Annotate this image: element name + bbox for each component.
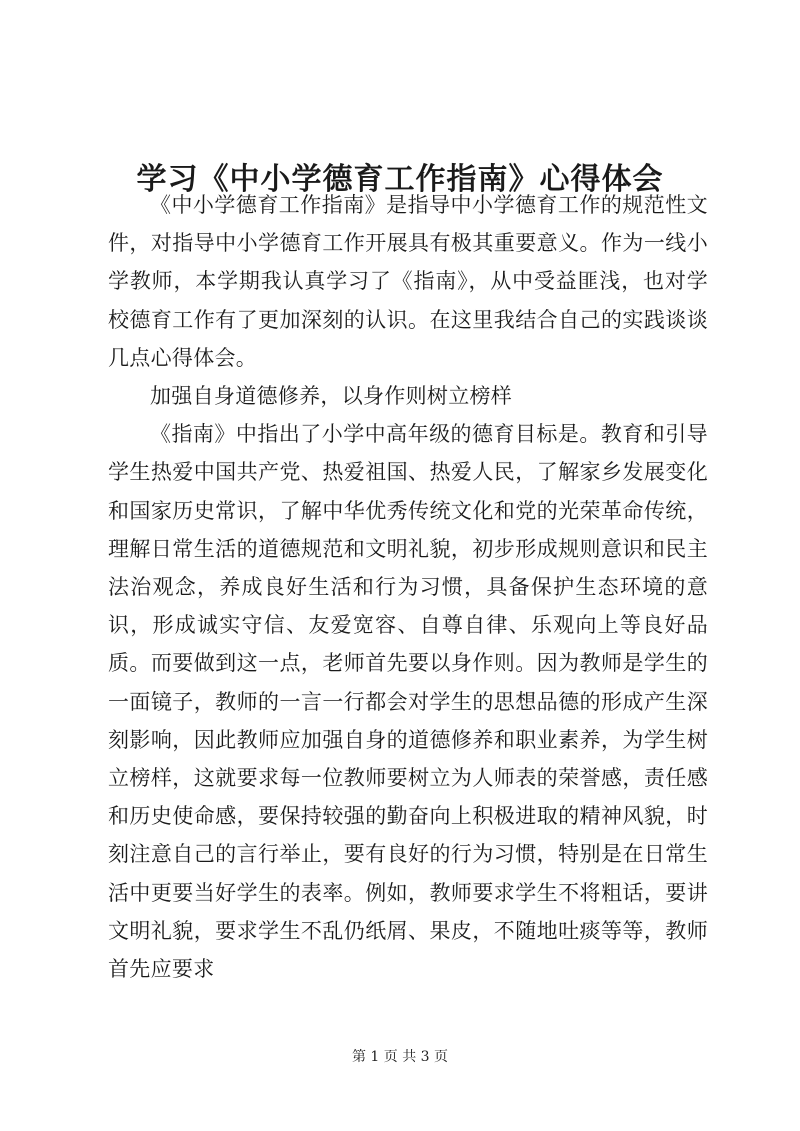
- section-heading: 加强自身道德修养，以身作则树立榜样: [150, 384, 513, 409]
- page-footer: 第 1 页 共 3 页: [351, 1049, 449, 1065]
- intro-paragraph: 《中小学德育工作指南》是指导中小学德育工作的规范性文件，对指导中小学德育工作开展具有极其重要意义。作为一线小学教师，本学期我认真学习了《指南》，从中受益匪浅，也对学校德育工作有了更加深刻的认识。在这里我结合自己的实践谈谈几点心得体会。: [108, 193, 708, 370]
- body-paragraph: 《指南》中指出了小学中高年级的德育目标是。教育和引导学生热爱中国共产党、热爱祖国、热爱人民，了解家乡发展变化和国家历史常识，了解中华优秀传统文化和党的光荣革命传统，理解日常生活的道德规范和文明礼貌，初步形成规则意识和民主法治观念，养成良好生活和行为习惯，具备保护生态环境的意识，形成诚实守信、友爱宽容、自尊自律、乐观向上等良好品质。而要做到这一点，老师首先要以身作则。因为教师是学生的一面镜子，教师的一言一行都会对学生的思想品德的形成产生深刻影响，因此教师应加强自身的道德修养和职业素养，为学生树立榜样，这就要求每一位教师要树立为人师表的荣誉感，责任感和历史使命感，要保持较强的勤奋向上积极进取的精神风貌，时刻注意自己的言行举止，要有良好的行为习惯，特别是在日常生活中更要当好学生的表率。例如，教师要求学生不将粗话，要讲文明礼貌，要求学生不乱仍纸屑、果皮，不随地吐痰等等，教师首先应要求: [108, 422, 708, 982]
- document-body: [108, 186, 708, 988]
- document-title: 学习《中小学德育工作指南》心得体会: [136, 162, 664, 198]
